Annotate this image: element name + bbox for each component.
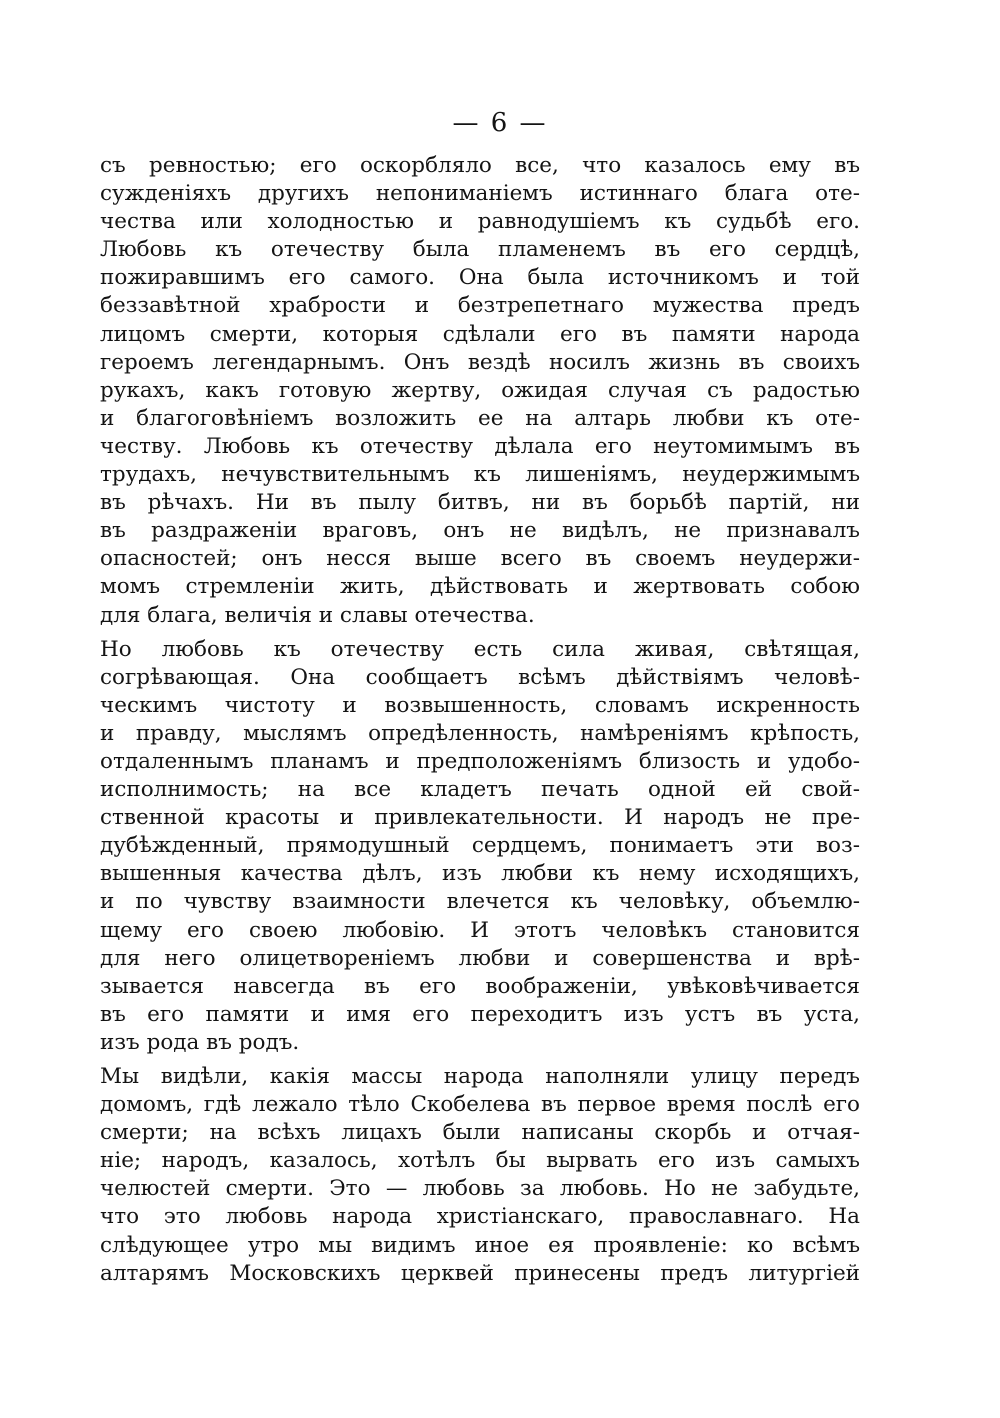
text-line: въ его памяти и имя его переходитъ изъ устъ въ уста, — [100, 1001, 860, 1027]
paragraph — [100, 1063, 860, 1288]
text-line: отдаленнымъ планамъ и предположеніямъ близость и удобо- — [100, 748, 860, 774]
text-line: изъ рода въ родъ. — [100, 1029, 300, 1055]
text-line: момъ стремленіи жить, дѣйствовать и жертвовать собою — [100, 574, 860, 600]
text-line: чества или холодностью и равнодушіемъ къ судьбѣ его. — [100, 209, 860, 235]
text-line: для него олицетвореніемъ любви и совершенства и врѣ- — [100, 945, 860, 971]
text-line: честву. Любовь къ отечеству дѣлала его неутомимымъ въ — [100, 433, 860, 459]
text-line: что это любовь народа христіанскаго, православнаго. На — [100, 1204, 860, 1230]
text-line: челюстей смерти. Это — любовь за любовь. Но не забудьте, — [100, 1176, 860, 1202]
text-line: и правду, мыслямъ опредѣленность, намѣреніямъ крѣпость, — [100, 720, 860, 746]
text-line: съ ревностью; его оскорбляло все, что казалось ему въ — [100, 153, 860, 178]
text-line: сужденіяхъ другихъ непониманіемъ истиннаго блага оте- — [100, 181, 860, 207]
text-line: трудахъ, нечувствительнымъ къ лишеніямъ, неудержимымъ — [100, 462, 860, 488]
text-line: пожиравшимъ его самого. Она была источникомъ и той — [100, 265, 860, 291]
text-line: домомъ, гдѣ лежало тѣло Скобелева въ первое время послѣ его — [100, 1092, 860, 1118]
text-line: зывается навсегда въ его воображеніи, увѣковѣчивается — [100, 973, 860, 999]
text-line: вышенныя качества дѣлъ, изъ любви къ нему исходящихъ, — [100, 861, 860, 887]
text-line: рукахъ, какъ готовую жертву, ожидая случая съ радостью — [100, 377, 860, 403]
text-line: дубѣжденный, прямодушный сердцемъ, понимаетъ эти воз- — [100, 833, 860, 859]
text-line: лицомъ смерти, которыя сдѣлали его въ памяти народа — [100, 321, 860, 347]
text-line: и по чувству взаимности влечется къ человѣку, объемлю- — [100, 889, 860, 915]
text-line: алтарямъ Московскихъ церквей принесены предъ литургіей — [100, 1260, 860, 1286]
text-line: въ рѣчахъ. Ни въ пылу битвъ, ни въ борьбѣ партій, ни — [100, 490, 860, 516]
text-line: ніе; народъ, казалось, хотѣлъ бы вырвать его изъ самыхъ — [100, 1148, 860, 1174]
page-number: — 6 — — [452, 108, 548, 138]
text-line: Любовь къ отечеству была пламенемъ въ его сердцѣ, — [100, 237, 860, 263]
paragraph — [100, 636, 860, 1057]
text-line: Но любовь къ отечеству есть сила живая, свѣтящая, — [100, 636, 860, 662]
text-line: ственной красоты и привлекательности. И народъ не пре- — [100, 805, 860, 831]
text-line: въ раздраженіи враговъ, онъ не видѣлъ, не признавалъ — [100, 518, 860, 544]
text-line: исполнимость; на все кладетъ печать одной ей свой- — [100, 777, 860, 803]
text-line: Мы видѣли, какія массы народа наполняли улицу передъ — [100, 1064, 860, 1089]
text-line: беззавѣтной храбрости и безтрепетнаго мужества предъ — [100, 293, 860, 319]
text-line: слѣдующее утро мы видимъ иное ея проявленіе: ко всѣмъ — [100, 1232, 860, 1258]
text-line: щему его своею любовію. И этотъ человѣкъ становится — [100, 917, 860, 943]
text-line: ческимъ чистоту и возвышенность, словамъ искренность — [100, 692, 860, 718]
text-line: для блага, величія и славы отечества. — [100, 602, 535, 628]
text-line: согрѣвающая. Она сообщаетъ всѣмъ дѣйствіямъ человѣ- — [100, 664, 860, 690]
body-text — [100, 152, 860, 1288]
text-line: и благоговѣніемъ возложить ее на алтарь любви къ оте- — [100, 405, 860, 431]
text-line: смерти; на всѣхъ лицахъ были написаны скорбь и отчая- — [100, 1120, 860, 1146]
text-line: героемъ легендарнымъ. Онъ вездѣ носилъ жизнь въ своихъ — [100, 349, 860, 375]
paragraph — [100, 152, 860, 630]
text-line: опасностей; онъ несся выше всего въ своемъ неудержи- — [100, 546, 860, 572]
